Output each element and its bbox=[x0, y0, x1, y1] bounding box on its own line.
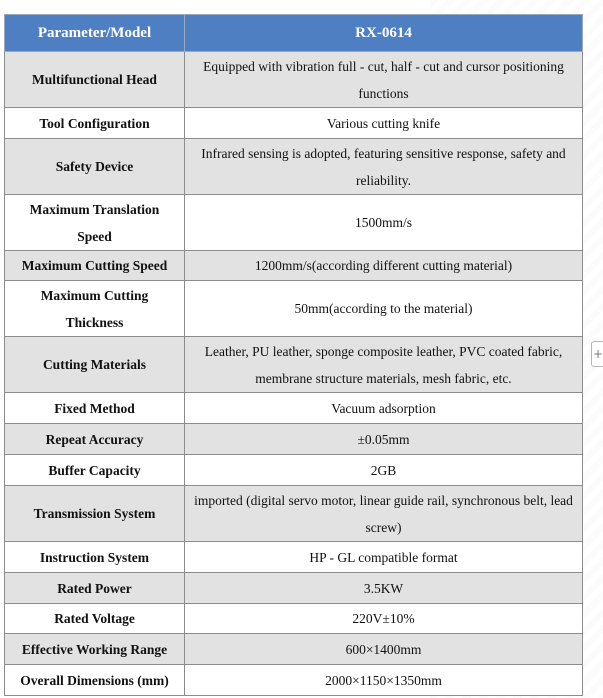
value-cell: Various cutting knife bbox=[185, 108, 583, 139]
table-header-row bbox=[5, 15, 583, 52]
param-cell: Cutting Materials bbox=[5, 337, 185, 393]
header-model: RX-0614 bbox=[185, 15, 583, 52]
table-row bbox=[5, 486, 583, 542]
table-row bbox=[5, 604, 583, 634]
table-row bbox=[5, 139, 583, 195]
param-cell: Maximum Cutting Thickness bbox=[5, 281, 185, 337]
table-row bbox=[5, 455, 583, 486]
table-row bbox=[5, 573, 583, 604]
value-cell: Equipped with vibration full - cut, half - cut and cursor positioning functions bbox=[185, 52, 583, 108]
value-cell: imported (digital servo motor, linear guide rail, synchronous belt, lead screw) bbox=[185, 486, 583, 542]
table-row bbox=[5, 52, 583, 108]
table-row bbox=[5, 424, 583, 455]
value-cell: 220V±10% bbox=[185, 604, 583, 634]
param-cell: Maximum Cutting Speed bbox=[5, 251, 185, 281]
param-cell: Repeat Accuracy bbox=[5, 424, 185, 455]
table-row bbox=[5, 542, 583, 573]
value-cell: 1200mm/s(according different cutting material) bbox=[185, 251, 583, 281]
header-param: Parameter/Model bbox=[5, 15, 185, 52]
value-cell: 3.5KW bbox=[185, 573, 583, 604]
param-cell: Rated Power bbox=[5, 573, 185, 604]
table-row bbox=[5, 634, 583, 665]
value-cell: HP - GL compatible format bbox=[185, 542, 583, 573]
param-cell: Tool Configuration bbox=[5, 108, 185, 139]
table-row bbox=[5, 337, 583, 393]
value-cell: 600×1400mm bbox=[185, 634, 583, 665]
param-cell: Effective Working Range bbox=[5, 634, 185, 665]
value-cell: 50mm(according to the material) bbox=[185, 281, 583, 337]
table-row bbox=[5, 108, 583, 139]
param-cell: Instruction System bbox=[5, 542, 185, 573]
value-cell: Vacuum adsorption bbox=[185, 393, 583, 424]
value-cell: 2000×1150×1350mm bbox=[185, 665, 583, 696]
param-cell: Overall Dimensions (mm) bbox=[5, 665, 185, 696]
table-row bbox=[5, 393, 583, 424]
side-expand-button[interactable]: + bbox=[591, 341, 603, 367]
param-cell: Rated Voltage bbox=[5, 604, 185, 634]
value-cell: Infrared sensing is adopted, featuring sensitive response, safety and reliability. bbox=[185, 139, 583, 195]
param-cell: Safety Device bbox=[5, 139, 185, 195]
value-cell: Leather, PU leather, sponge composite leather, PVC coated fabric, membrane structure materials, mesh fabric, etc. bbox=[185, 337, 583, 393]
table-row bbox=[5, 195, 583, 251]
table-row bbox=[5, 251, 583, 281]
param-cell: Maximum Translation Speed bbox=[5, 195, 185, 251]
value-cell: ±0.05mm bbox=[185, 424, 583, 455]
value-cell: 2GB bbox=[185, 455, 583, 486]
table-row bbox=[5, 665, 583, 696]
value-cell: 1500mm/s bbox=[185, 195, 583, 251]
param-cell: Multifunctional Head bbox=[5, 52, 185, 108]
spec-table bbox=[4, 14, 583, 696]
param-cell: Buffer Capacity bbox=[5, 455, 185, 486]
table-row bbox=[5, 281, 583, 337]
param-cell: Fixed Method bbox=[5, 393, 185, 424]
param-cell: Transmission System bbox=[5, 486, 185, 542]
